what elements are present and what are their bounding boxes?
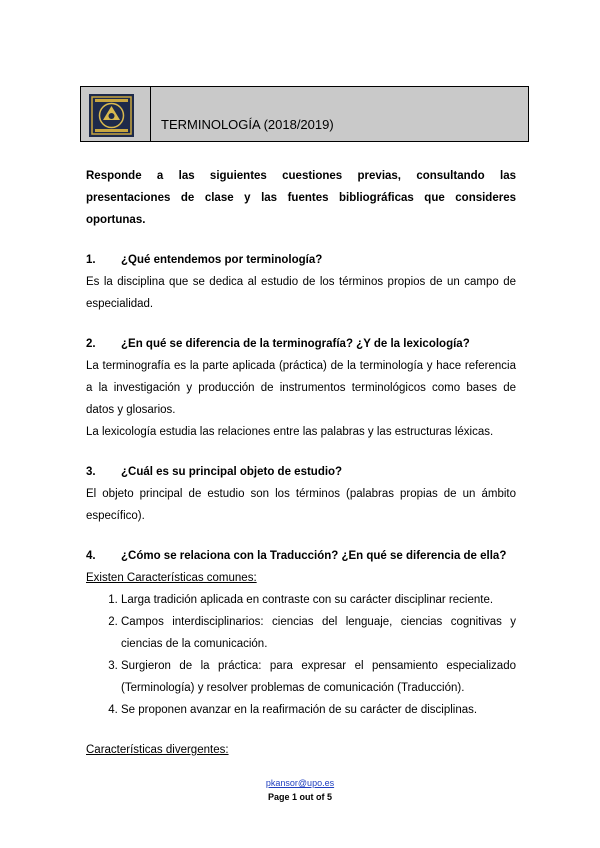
document-body	[86, 165, 516, 761]
intro-text: Responde a las siguientes cuestiones previas, consultando las presentaciones de clase y las fuentes bibliográficas que consideres oportunas.	[86, 170, 516, 226]
document-title: TERMINOLOGÍA (2018/2019)	[161, 117, 334, 132]
question-number: 1.	[86, 254, 96, 266]
question-block-1	[86, 249, 516, 315]
question-text: ¿Cómo se relaciona con la Traducción? ¿En qué se diferencia de ella?	[121, 550, 507, 562]
question-block-2	[86, 333, 516, 443]
question-3	[86, 461, 516, 483]
university-logo	[89, 94, 134, 137]
list-item: 2. Campos interdisciplinarios: ciencias del lenguaje, ciencias cognitivas y ciencias de la comunicación.	[121, 611, 516, 655]
question-text: ¿Qué entendemos por terminología?	[121, 254, 323, 266]
question-block-4	[86, 545, 516, 721]
answer-2b: La lexicología estudia las relaciones entre las palabras y las estructuras léxicas.	[86, 426, 494, 438]
list-item: 1. Larga tradición aplicada en contraste con su carácter disciplinar reciente.	[121, 589, 516, 611]
answer-3: El objeto principal de estudio son los términos (palabras propias de un ámbito específico).	[86, 488, 516, 522]
question-number: 2.	[86, 338, 96, 350]
question-number: 4.	[86, 550, 96, 562]
question-number: 3.	[86, 466, 96, 478]
question-block-3	[86, 461, 516, 527]
question-2	[86, 333, 516, 355]
list-item: 3. Surgieron de la práctica: para expresar el pensamiento especializado (Terminología) y resolver problemas de comunicación (Traducción).	[121, 655, 516, 699]
footer-email-link[interactable]: pkansor@upo.es	[265, 778, 335, 788]
question-text: ¿Cuál es su principal objeto de estudio?	[121, 466, 343, 478]
common-features-heading: Existen Características comunes:	[86, 572, 257, 584]
question-text: ¿En qué se diferencia de la terminografía? ¿Y de la lexicología?	[121, 338, 470, 350]
question-1	[86, 249, 516, 271]
common-features-list	[86, 589, 516, 721]
list-item: 4. Se proponen avanzar en la reafirmación de su carácter de disciplinas.	[121, 699, 516, 721]
logo-cell	[81, 87, 151, 141]
question-4	[86, 545, 516, 567]
page-number: Page 1 out of 5	[267, 792, 332, 802]
answer-1: Es la disciplina que se dedica al estudio de los términos propios de un campo de especialidad.	[86, 276, 516, 310]
divergent-features-heading: Características divergentes:	[86, 744, 229, 756]
answer-2a: La terminografía es la parte aplicada (práctica) de la terminología y hace referencia a la investigación y producción de instrumentos terminológicos como bases de datos y glosarios.	[86, 360, 516, 416]
header-box	[80, 86, 529, 142]
page-footer	[0, 776, 600, 804]
